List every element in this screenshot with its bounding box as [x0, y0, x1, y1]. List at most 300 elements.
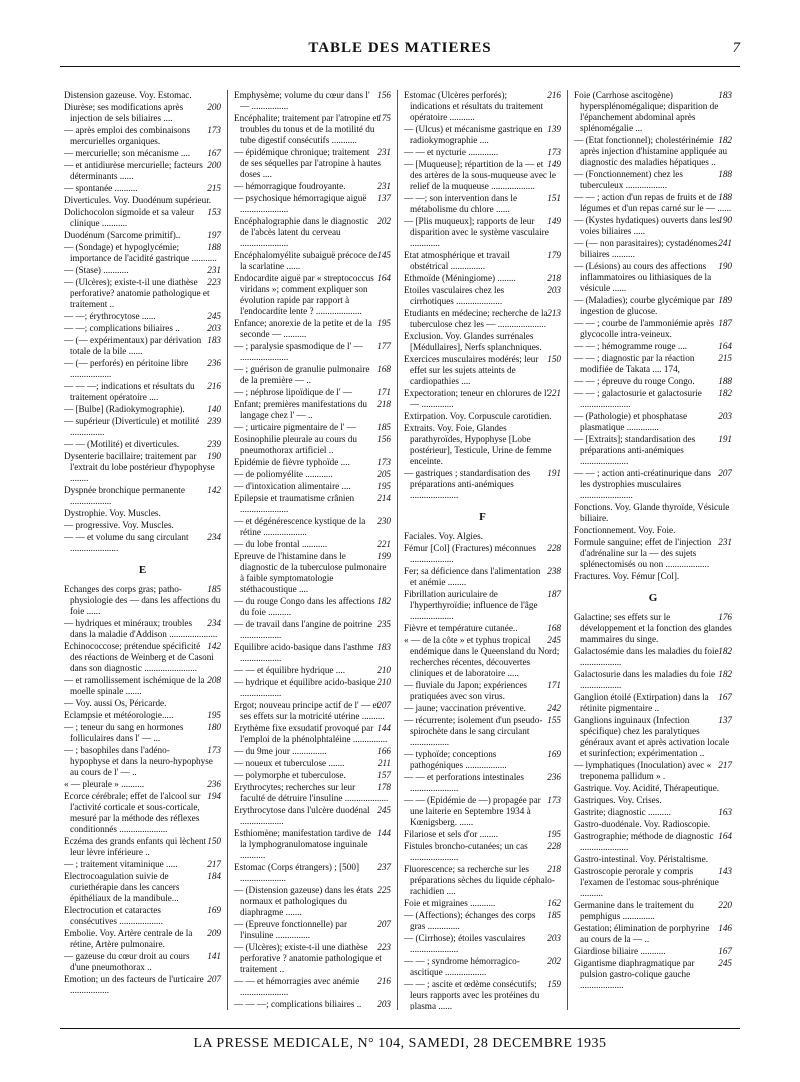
index-entry: [234, 723, 391, 745]
entry-page-number: 216: [207, 381, 221, 391]
index-entry: [404, 216, 561, 249]
entry-text: Erythème fixe exsudatif provoqué par l'emploi de la phénolphtaléine ...............: [234, 723, 388, 744]
header-rule: [60, 66, 740, 67]
index-entry: [404, 898, 561, 909]
entry-text: Foie (Carrhose ascitogène) hypersplénomégalique; disparition de l'épanchement abdominal après splénomégalie ...: [574, 90, 719, 133]
index-entry: [404, 468, 561, 501]
entry-page-number: 164: [718, 831, 732, 841]
entry-page-number: 168: [377, 364, 391, 374]
entry-page-number: 162: [547, 898, 561, 908]
page-number: 7: [732, 40, 740, 56]
entry-page-number: 171: [377, 387, 391, 397]
entry-text: — hydrique et équilibre acido-basique ..................: [234, 677, 376, 698]
entry-page-number: 185: [547, 910, 561, 920]
entry-text: — — et perforations intestinales .....................: [404, 772, 524, 793]
entry-page-number: 231: [207, 265, 221, 275]
entry-page-number: 237: [377, 862, 391, 872]
entry-text: — (Pathologie) et phosphatase plasmatique ..............: [574, 411, 688, 432]
index-entry: [64, 871, 221, 904]
column-2: [228, 90, 398, 1010]
entry-page-number: 182: [718, 135, 732, 145]
section-letter: E: [138, 564, 147, 576]
entry-page-number: 207: [377, 919, 391, 929]
entry-text: Epreuve de l'histamine dans le diagnostic de la tuberculose pulmonaire à faible symptomatologie stéthacoustique ....: [234, 551, 387, 594]
entry-page-number: 168: [547, 623, 561, 633]
index-entry: [574, 807, 732, 818]
index-entry: [64, 584, 221, 617]
index-entry: [404, 635, 561, 679]
index-entry: [64, 358, 221, 380]
entry-text: Emotion; un des facteurs de l'urticaire .................: [64, 974, 204, 995]
entry-text: Etoiles vasculaires chez les cirrhotiques ....................: [404, 285, 505, 306]
index-entry: [404, 285, 561, 307]
entry-text: Etudiants en médecine; recherche de la tuberculose chez les — .....................: [404, 308, 548, 329]
index-entry: [64, 905, 221, 927]
index-entry: [64, 508, 221, 519]
index-entry: [234, 828, 391, 861]
entry-page-number: 207: [377, 700, 391, 710]
index-entry: [574, 468, 732, 501]
entry-page-number: 144: [377, 723, 391, 733]
entry-page-number: 218: [547, 273, 561, 283]
index-entry: [574, 295, 732, 317]
entry-page-number: 217: [718, 760, 732, 770]
entry-page-number: 218: [377, 399, 391, 409]
entry-text: — gazeuse du cœur droit au cours d'une pneumothorax ..: [64, 951, 190, 972]
index-entry: [234, 516, 391, 538]
entry-text: Ergot; nouveau principe actif de l' — et ses effets sur la motricité utérine ..........: [234, 700, 385, 721]
index-entry: [574, 215, 732, 237]
index-entry: [64, 532, 221, 554]
index-entry: [234, 770, 391, 781]
entry-text: — typhoïde; conceptions pathogéniques ..................: [404, 749, 507, 770]
entry-page-number: 157: [377, 770, 391, 780]
entry-page-number: 195: [377, 481, 391, 491]
entry-page-number: 178: [377, 782, 391, 792]
index-entry: [404, 273, 561, 284]
entry-page-number: 210: [377, 677, 391, 687]
entry-text: — (Ulcères); existe-t-il une diathèse perforative? anatomie pathologique et traitement ..: [64, 277, 210, 309]
entry-text: Fibrillation auriculaire de l'hyperthyroïdie; influence de l'âge ...................: [404, 589, 538, 621]
entry-text: — (Distension gazeuse) dans les états normaux et pathologiques du diaphragme .......: [234, 885, 374, 917]
entry-page-number: 188: [207, 242, 221, 252]
index-entry: [234, 181, 391, 192]
entry-text: Formule sanguine; effet de l'injection d'adrénaline sur la — des sujets splénectomisés ou non ...................: [574, 537, 712, 569]
entry-page-number: 173: [547, 147, 561, 157]
entry-page-number: 236: [207, 779, 221, 789]
entry-page-number: 169: [207, 905, 221, 915]
entry-page-number: 216: [547, 90, 561, 100]
index-entry: [404, 933, 561, 955]
index-entry: [574, 760, 732, 782]
entry-text: — (— expérimentaux) par dérivation totale de la bile ......: [64, 335, 202, 356]
index-entry: [574, 353, 732, 375]
entry-page-number: 143: [718, 866, 732, 876]
entry-text: — — (Motilité) et diverticules.: [64, 439, 180, 449]
entry-text: Endocardite aiguë par « streptococcus viridans »; comment expliquer son évolution rapide par rapport à l'endocardite lente ? ....................: [234, 273, 374, 316]
entry-text: — (Affections); échanges des corps gras ..............: [404, 910, 536, 931]
entry-page-number: 167: [718, 946, 732, 956]
entry-text: Fer; sa déficience dans l'alimentation et anémie ........: [404, 566, 541, 587]
index-entry: [574, 376, 732, 387]
entry-text: — (Stase) ...........: [64, 265, 129, 275]
entry-page-number: 215: [207, 183, 221, 193]
index-entry: [404, 250, 561, 272]
index-entry: [404, 193, 561, 215]
entry-text: — progressive. Voy. Muscles.: [64, 520, 174, 530]
page-header: [60, 36, 740, 66]
entry-page-number: 150: [547, 354, 561, 364]
entry-page-number: 215: [718, 353, 732, 363]
index-entry: [404, 864, 561, 897]
index-entry: [574, 238, 732, 260]
entry-page-number: 190: [718, 261, 732, 271]
entry-page-number: 185: [377, 422, 391, 432]
entry-text: — — et nycturie .............: [404, 147, 499, 157]
entry-page-number: 210: [377, 665, 391, 675]
index-entry: [574, 819, 732, 830]
entry-text: Foie et migraines ...........: [404, 898, 496, 908]
entry-page-number: 235: [377, 619, 391, 629]
entry-text: Galactosurie dans les maladies du foie ..................: [574, 669, 716, 690]
entry-text: — jaune; vaccination préventive.: [404, 703, 526, 713]
index-entry: [234, 782, 391, 804]
entry-text: Dolichocolon sigmoïde et sa valeur clinique ...........: [64, 207, 195, 228]
index-entry: [404, 829, 561, 840]
entry-page-number: 195: [207, 710, 221, 720]
index-entry: [404, 772, 561, 794]
entry-text: — d'intoxication alimentaire ....: [234, 481, 351, 491]
index-entry: [234, 976, 391, 998]
entry-page-number: 188: [718, 192, 732, 202]
index-entry: [234, 665, 391, 676]
entry-text: Epidémie de fièvre typhoïde ....: [234, 457, 350, 467]
index-entry: [404, 90, 561, 123]
index-entry: [64, 928, 221, 950]
entry-text: — spontanée ..........: [64, 183, 138, 193]
entry-text: Eczéma des grands enfants qui lèchent leur lèvre inférieure ..: [64, 836, 207, 857]
index-entry: [574, 646, 732, 668]
index-entry: [234, 619, 391, 641]
entry-page-number: 241: [718, 238, 732, 248]
index-entry: [404, 680, 561, 702]
entry-text: Eclampsie et météorologie.....: [64, 710, 174, 720]
index-entry: [234, 341, 391, 363]
index-entry: [404, 331, 561, 353]
index-entry: [64, 745, 221, 778]
entry-page-number: 183: [377, 642, 391, 652]
entry-text: — — ; action d'un repas de fruits et de légumes et d'un repas carné sur le — ......: [574, 192, 732, 213]
entry-page-number: 187: [718, 318, 732, 328]
entry-page-number: 189: [718, 295, 732, 305]
entry-page-number: 228: [547, 543, 561, 553]
entry-page-number: 149: [547, 159, 561, 169]
index-entry: [574, 831, 732, 853]
entry-page-number: 182: [377, 596, 391, 606]
index-entry: [574, 958, 732, 991]
index-entry: [64, 791, 221, 835]
index-entry: [404, 841, 561, 863]
entry-page-number: 203: [718, 411, 732, 421]
entry-text: Embolie. Voy. Artère centrale de la rétine, Artère pulmonaire.: [64, 928, 193, 949]
entry-text: — et antidiurèse mercurielle; facteurs déterminants ......: [64, 160, 203, 181]
entry-page-number: 185: [207, 584, 221, 594]
entry-page-number: 151: [547, 193, 561, 203]
entry-text: — (— non parasitaires); cystadénomes biliaires ..........: [574, 238, 718, 259]
entry-page-number: 207: [718, 468, 732, 478]
entry-text: — — ; épreuve du rouge Congo.: [574, 376, 695, 386]
entry-text: — hydriques et minéraux; troubles dans la maladie d'Addison .....................: [64, 618, 218, 639]
entry-text: — et ramollissement ischémique de la moelle spinale .......: [64, 675, 205, 696]
entry-text: Enfant; premières manifestations du langage chez l' — ..: [234, 399, 367, 420]
entry-text: Exclusion. Voy. Glandes surrénales [Médullaires], Nerfs splanchniques.: [404, 331, 542, 352]
entry-text: — [Plis muqueux]; rapports de leur disparition avec le système vasculaire .............: [404, 216, 549, 248]
index-entry: [234, 318, 391, 340]
entry-page-number: 191: [547, 468, 561, 478]
index-entry: [64, 311, 221, 322]
entry-text: — — —; complications biliaires ..: [234, 999, 362, 1009]
section-letter: F: [479, 511, 486, 523]
index-entry: [404, 388, 561, 410]
index-entry: [64, 618, 221, 640]
entry-text: — de travail dans l'angine de poitrine ..................: [234, 619, 372, 640]
index-entry: [234, 113, 391, 146]
entry-text: Expectoration; teneur en chlorures de l' — ..............: [404, 388, 549, 409]
index-entry: [574, 341, 732, 352]
entry-text: — — ; galactosurie et galactosurie ......................: [574, 388, 702, 409]
entry-page-number: 149: [547, 216, 561, 226]
entry-text: — (Ulcus) et mécanisme gastrique en radiokymographie ....: [404, 124, 543, 145]
entry-text: — et dégénérescence kystique de la rétine ...................: [234, 516, 366, 537]
entry-text: — (Sondage) et hypoglycémie; importance de l'acidité gastrique ...........: [64, 242, 217, 263]
entry-text: Etat atmosphérique et travail obstétrical ...............: [404, 250, 510, 271]
entry-text: — — ; courbe de l'ammoniémie après glycocolle intra-veineux.: [574, 318, 714, 339]
entry-page-number: 217: [207, 859, 221, 869]
index-entry: [574, 318, 732, 340]
index-entry: [234, 551, 391, 595]
entry-text: Erythrocytes; recherches sur leur faculté de détruire l'insuline ...................: [234, 782, 389, 803]
entry-text: « — pleurale » ..........: [64, 779, 145, 789]
entry-page-number: 199: [377, 551, 391, 561]
entry-page-number: 245: [377, 805, 391, 815]
entry-text: Esthiomène; manifestation tardive de la lymphogranulomatose inguinale ...........: [234, 828, 372, 860]
entry-page-number: 236: [547, 772, 561, 782]
entry-text: — du rouge Congo dans les affections du foie ..........: [234, 596, 375, 617]
entry-text: — ; basophiles dans l'adéno-hypophyse et dans la neuro-hypophyse au cours de l' — ..: [64, 745, 213, 777]
index-entry: [64, 277, 221, 310]
entry-page-number: 242: [547, 703, 561, 713]
index-entry: [574, 900, 732, 922]
entry-text: Gastrographie; méthode de diagnostic .....................: [574, 831, 714, 852]
index-entry: [64, 265, 221, 276]
entry-page-number: 230: [377, 516, 391, 526]
entry-text: — — et volume du sang circulant .....................: [64, 532, 189, 553]
entry-page-number: 164: [718, 341, 732, 351]
entry-text: Gastro-duodénale. Voy. Radioscopie.: [574, 819, 711, 829]
entry-page-number: 142: [207, 641, 221, 651]
entry-text: — — ; syndrome hémorragico-ascitique ..................: [404, 956, 520, 977]
entry-page-number: 218: [547, 864, 561, 874]
entry-text: — Voy. aussi Os, Péricarde.: [64, 698, 167, 708]
index-entry: [404, 531, 561, 542]
index-entry: [64, 675, 221, 697]
entry-text: — supérieur (Diverticule) et motilité ...............: [64, 416, 200, 437]
index-entry: [64, 183, 221, 194]
entry-page-number: 195: [547, 829, 561, 839]
index-entry: [234, 758, 391, 769]
entry-page-number: 177: [377, 341, 391, 351]
entry-text: — fluviale du Japon; expériences pratiquées avec son virus.: [404, 680, 527, 701]
entry-page-number: 208: [207, 675, 221, 685]
entry-text: « — de la côte » et typhus tropical endémique dans le Queensland du Nord; recherches récentes, découvertes cliniques et de laboratoire .....: [404, 635, 560, 678]
entry-page-number: 231: [377, 181, 391, 191]
index-entry: [234, 493, 391, 515]
entry-page-number: 245: [718, 958, 732, 968]
entry-page-number: 180: [207, 722, 221, 732]
index-entry: [234, 147, 391, 180]
entry-page-number: 182: [718, 388, 732, 398]
index-entry: [234, 700, 391, 722]
entry-text: — (Cirrhose); étoiles vasculaires .....................: [404, 933, 526, 954]
index-entry: [64, 722, 221, 744]
index-entry: [64, 836, 221, 858]
entry-page-number: 182: [718, 669, 732, 679]
index-entry: [404, 956, 561, 978]
entry-text: — [Muqueuse]; répartition de la — et des artères de la sous-muqueuse avec le relief de la muqueuse ...................: [404, 159, 556, 191]
index-entry: [404, 979, 561, 1010]
footer-rule: [60, 1028, 740, 1029]
entry-page-number: 202: [547, 956, 561, 966]
index-entry: [234, 364, 391, 386]
entry-page-number: 164: [377, 273, 391, 283]
index-entry: [574, 612, 732, 645]
index-entry: [64, 698, 221, 709]
entry-page-number: 137: [718, 715, 732, 725]
index-entry: [234, 862, 391, 884]
entry-page-number: 202: [377, 216, 391, 226]
entry-text: Dystrophie. Voy. Muscles.: [64, 508, 161, 518]
entry-text: — ; néphrose lipoïdique de l' —: [234, 387, 353, 397]
index-entry: [404, 411, 561, 422]
index-entry: [404, 623, 561, 634]
entry-page-number: 239: [207, 439, 221, 449]
entry-page-number: 183: [207, 335, 221, 345]
entry-page-number: 156: [377, 434, 391, 444]
column-4: [568, 90, 738, 1010]
entry-page-number: 156: [377, 90, 391, 100]
index-entry: [404, 159, 561, 192]
entry-page-number: 141: [207, 951, 221, 961]
entry-page-number: 234: [207, 618, 221, 628]
entry-page-number: 197: [207, 230, 221, 240]
entry-page-number: 220: [718, 900, 732, 910]
entry-text: Fonctionnement. Voy. Foie.: [574, 525, 676, 535]
entry-text: — polymorphe et tuberculose.: [234, 770, 346, 780]
index-entry: [234, 273, 391, 317]
entry-page-number: 203: [377, 999, 391, 1009]
entry-page-number: 150: [207, 836, 221, 846]
index-entry: [234, 942, 391, 975]
entry-text: Gastriques. Voy. Crises.: [574, 795, 662, 805]
entry-page-number: 139: [547, 124, 561, 134]
entry-text: Dysenterie bacillaire; traitement par l'extrait du lobe postérieur d'hypophyse ........: [64, 451, 215, 483]
entry-page-number: 245: [547, 635, 561, 645]
index-entry: [404, 566, 561, 588]
entry-text: — —; son intervention dans le métabolisme du chlore ......: [404, 193, 518, 214]
entry-text: Echinococcose; prétendue spécificité des réactions de Weinberg et de Casoni dans son diagnostic .......................: [64, 641, 214, 673]
entry-text: — (Ulcères); existe-t-il une diathèse perforative ? anatomie pathologique et traitement ..: [234, 942, 382, 974]
entry-text: — — ; hémogramme rouge ....: [574, 341, 688, 351]
entry-text: Duodénum (Sarcome primitif)..: [64, 230, 181, 240]
entry-page-number: 205: [377, 469, 391, 479]
page-title: TABLE DES MATIERES: [308, 40, 492, 56]
index-entry: [64, 951, 221, 973]
entry-page-number: 155: [547, 715, 561, 725]
index-entry: [64, 859, 221, 870]
entry-text: — (Etat fonctionnel); cholestérinémie après injection d'histamine appliquée au diagnostic des maladies hépatiques ..: [574, 135, 728, 167]
index-entry: [64, 641, 221, 674]
entry-page-number: 166: [377, 746, 391, 756]
index-entry: [64, 90, 221, 101]
entry-text: Estomac (Ulcères perforés); indications et résultats du traitement opératoire ...........: [404, 90, 544, 122]
entry-page-number: 207: [207, 974, 221, 984]
index-entry: [574, 90, 732, 134]
entry-text: Encéphalographie dans le diagnostic de l'abcès latent du cerveau .....................: [234, 216, 369, 248]
entry-text: — [Bulbe] (Radiokymographie).: [64, 404, 185, 414]
entry-text: — — ; diagnostic par la réaction modifiée de Takata .... 174,: [574, 353, 695, 374]
entry-page-number: 142: [207, 485, 221, 495]
entry-page-number: 213: [547, 308, 561, 318]
entry-text: Gastrite; diagnostic ..........: [574, 807, 671, 817]
index-entry: [234, 469, 391, 480]
entry-text: — ; guérison de granulie pulmonaire de la première — ..: [234, 364, 370, 385]
index-entry: [234, 805, 391, 827]
column-3: [398, 90, 568, 1010]
entry-text: Electrocution et cataractes consécutives ...................: [64, 905, 163, 926]
entry-text: Eosinophilie pleurale au cours du pneumothorax artificiel ..: [234, 434, 357, 455]
entry-page-number: 203: [207, 323, 221, 333]
entry-text: — — —; indications et résultats du traitement opératoire ....: [64, 381, 195, 402]
entry-page-number: 234: [207, 532, 221, 542]
entry-text: — ; paralysie spasmodique de l' — .....................: [234, 341, 363, 362]
index-entry: [574, 192, 732, 214]
entry-page-number: 231: [377, 147, 391, 157]
entry-page-number: 173: [207, 745, 221, 755]
index-entry: [64, 160, 221, 182]
entry-text: — du lobe frontal ...........: [234, 539, 328, 549]
entry-text: — — (Epidémie de —) propagée par une laiterie en Septembre 1934 à Kœnigsberg. ......: [404, 795, 541, 827]
entry-page-number: 187: [547, 589, 561, 599]
index-entry: [404, 795, 561, 828]
index-entry: [234, 216, 391, 249]
entry-text: — après emploi des combinaisons mercurielles organiques.: [64, 125, 191, 146]
index-entry: [234, 481, 391, 492]
index-entry: [404, 354, 561, 387]
entry-page-number: 182: [718, 646, 732, 656]
index-entry: [574, 571, 732, 582]
index-entry: [234, 387, 391, 398]
entry-text: — —; érythrocytose ......: [64, 311, 156, 321]
entry-page-number: 176: [718, 612, 732, 622]
index-entry: [404, 703, 561, 714]
index-entry: [234, 422, 391, 433]
index-columns: [58, 90, 738, 1010]
entry-page-number: 163: [718, 807, 732, 817]
entry-text: Filariose et sels d'or ........: [404, 829, 499, 839]
index-entry: [404, 308, 561, 330]
entry-page-number: 145: [377, 250, 391, 260]
entry-text: Germanine dans le traitement du pemphigus ..............: [574, 900, 694, 921]
